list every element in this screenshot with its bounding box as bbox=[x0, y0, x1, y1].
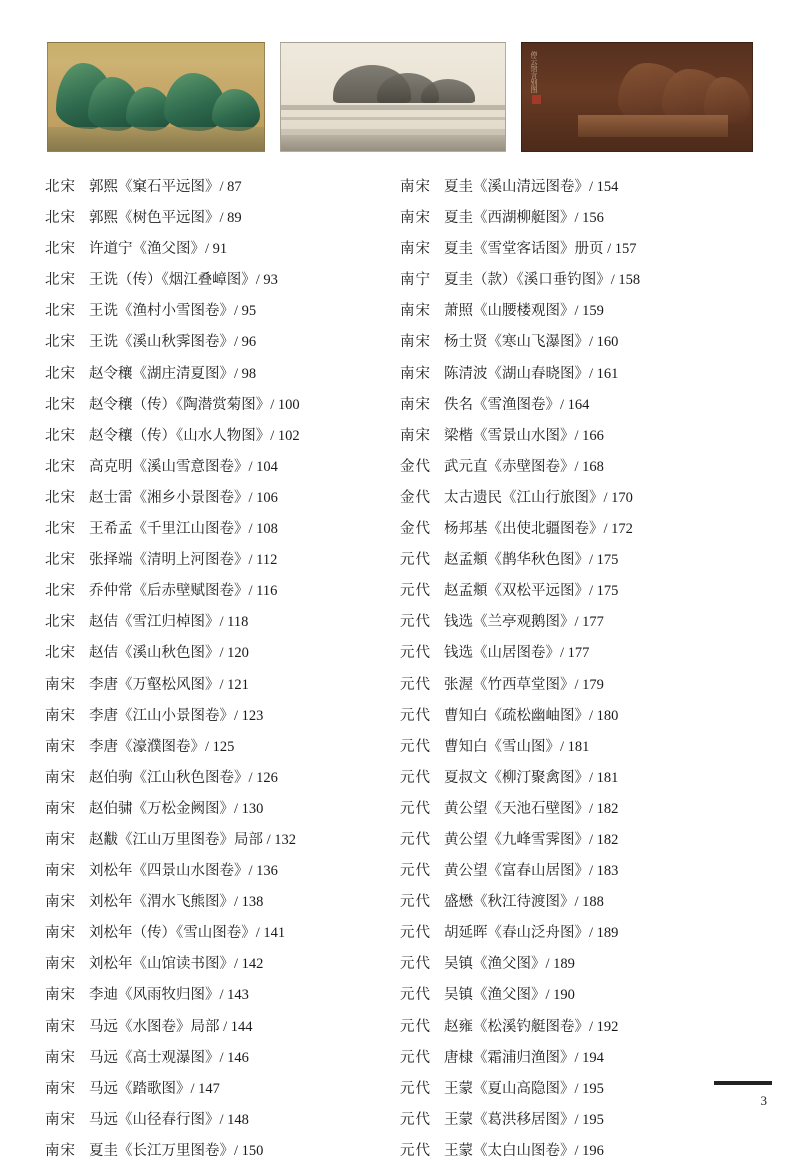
dynasty-label: 南宋 bbox=[400, 396, 431, 413]
entry-text: 赵孟頫《双松平远图》/ 175 bbox=[444, 583, 619, 600]
entry-text: 夏圭《雪堂客话图》册页 / 157 bbox=[444, 241, 637, 258]
list-item bbox=[45, 206, 400, 237]
list-item bbox=[400, 1015, 755, 1046]
list-item bbox=[400, 673, 755, 704]
list-item bbox=[400, 268, 755, 299]
dynasty-label: 北宋 bbox=[45, 396, 76, 413]
dynasty-label: 元代 bbox=[400, 831, 431, 848]
list-item bbox=[400, 175, 755, 206]
list-item bbox=[45, 1046, 400, 1077]
list-item bbox=[400, 641, 755, 672]
dynasty-label: 南宋 bbox=[45, 800, 76, 817]
entry-text: 刘松年（传）《雪山图卷》/ 141 bbox=[89, 925, 286, 942]
list-item bbox=[45, 548, 400, 579]
dynasty-label: 南宋 bbox=[45, 769, 76, 786]
mist-band bbox=[281, 117, 505, 120]
dynasty-label: 南宋 bbox=[45, 707, 76, 724]
entry-text: 曹知白《雪山图》/ 181 bbox=[444, 738, 590, 755]
contents-column-left bbox=[45, 175, 400, 1170]
entry-text: 吴镇《渔父图》/ 190 bbox=[444, 987, 575, 1004]
list-item bbox=[400, 579, 755, 610]
entry-text: 赵黻《江山万里图卷》局部 / 132 bbox=[89, 831, 297, 848]
dynasty-label: 北宋 bbox=[45, 645, 76, 662]
list-item bbox=[45, 983, 400, 1014]
entry-text: 盛懋《秋江待渡图》/ 188 bbox=[444, 894, 604, 911]
dynasty-label: 南宋 bbox=[45, 863, 76, 880]
list-item bbox=[400, 393, 755, 424]
dynasty-label: 金代 bbox=[400, 458, 431, 475]
dynasty-label: 元代 bbox=[400, 956, 431, 973]
entry-text: 陈清波《湖山春晓图》/ 161 bbox=[444, 365, 619, 382]
painting-inscription: 停云馆言别图 bbox=[530, 51, 538, 93]
page-number: 3 bbox=[760, 1093, 767, 1108]
plate-image-brown-silk-temple bbox=[521, 42, 753, 152]
contents-list bbox=[0, 175, 800, 1170]
dynasty-label: 元代 bbox=[400, 1111, 431, 1128]
dynasty-label: 南宋 bbox=[400, 179, 431, 195]
dynasty-label: 金代 bbox=[400, 521, 431, 538]
list-item bbox=[400, 610, 755, 641]
dynasty-label: 元代 bbox=[400, 707, 431, 724]
entry-text: 刘松年《渭水飞熊图》/ 138 bbox=[89, 894, 264, 911]
list-item bbox=[45, 455, 400, 486]
entry-text: 赵佶《溪山秋色图》/ 120 bbox=[89, 645, 249, 662]
entry-text: 赵孟頫《鹊华秋色图》/ 175 bbox=[444, 552, 619, 569]
dynasty-label: 金代 bbox=[400, 489, 431, 506]
list-item bbox=[45, 704, 400, 735]
list-item bbox=[400, 983, 755, 1014]
dynasty-label: 元代 bbox=[400, 738, 431, 755]
dynasty-label: 南宋 bbox=[45, 831, 76, 848]
entry-text: 赵令穰（传）《陶潜赏菊图》/ 100 bbox=[89, 396, 300, 413]
entry-text: 杨士贤《寒山飞瀑图》/ 160 bbox=[444, 334, 619, 351]
entry-text: 李唐《江山小景图卷》/ 123 bbox=[89, 707, 264, 724]
list-item bbox=[45, 1139, 400, 1170]
dynasty-label: 元代 bbox=[400, 1142, 431, 1159]
dynasty-label: 元代 bbox=[400, 552, 431, 569]
entry-text: 马远《山径春行图》/ 148 bbox=[89, 1111, 249, 1128]
entry-text: 赵佶《雪江归棹图》/ 118 bbox=[89, 614, 249, 631]
list-item bbox=[45, 268, 400, 299]
list-item bbox=[400, 766, 755, 797]
list-item bbox=[400, 362, 755, 393]
dynasty-label: 北宋 bbox=[45, 365, 76, 382]
entry-text: 赵伯驹《江山秋色图卷》/ 126 bbox=[89, 769, 278, 786]
dynasty-label: 北宋 bbox=[45, 334, 76, 351]
list-item bbox=[45, 797, 400, 828]
dynasty-label: 南宋 bbox=[45, 1111, 76, 1128]
entry-text: 夏圭《西湖柳艇图》/ 156 bbox=[444, 210, 604, 227]
list-item bbox=[45, 330, 400, 361]
dynasty-label: 南宋 bbox=[45, 987, 76, 1004]
entry-text: 唐棣《霜浦归渔图》/ 194 bbox=[444, 1049, 604, 1066]
list-item bbox=[45, 673, 400, 704]
dynasty-label: 北宋 bbox=[45, 614, 76, 631]
dynasty-label: 北宋 bbox=[45, 458, 76, 475]
dynasty-label: 北宋 bbox=[45, 179, 76, 195]
water-band bbox=[48, 127, 264, 151]
entry-text: 李唐《万壑松风图》/ 121 bbox=[89, 676, 249, 693]
dynasty-label: 元代 bbox=[400, 1018, 431, 1035]
list-item bbox=[45, 890, 400, 921]
list-item bbox=[45, 859, 400, 890]
entry-text: 王蒙《太白山图卷》/ 196 bbox=[444, 1142, 604, 1159]
entry-text: 张渥《竹西草堂图》/ 179 bbox=[444, 676, 604, 693]
dynasty-label: 北宋 bbox=[45, 521, 76, 538]
dynasty-label: 元代 bbox=[400, 769, 431, 786]
list-item bbox=[45, 393, 400, 424]
footer-rule bbox=[714, 1081, 772, 1085]
entry-text: 夏圭《溪山清远图卷》/ 154 bbox=[444, 179, 619, 195]
list-item bbox=[45, 921, 400, 952]
entry-text: 佚名《雪渔图卷》/ 164 bbox=[444, 396, 590, 413]
dynasty-label: 元代 bbox=[400, 925, 431, 942]
list-item bbox=[400, 828, 755, 859]
entry-text: 黄公望《天池石壁图》/ 182 bbox=[444, 800, 619, 817]
list-item bbox=[45, 424, 400, 455]
list-item bbox=[45, 828, 400, 859]
dynasty-label: 北宋 bbox=[45, 303, 76, 320]
entry-text: 王蒙《葛洪移居图》/ 195 bbox=[444, 1111, 604, 1128]
entry-text: 张择端《清明上河图卷》/ 112 bbox=[89, 552, 278, 569]
entry-text: 马远《高士观瀑图》/ 146 bbox=[89, 1049, 249, 1066]
dynasty-label: 南宋 bbox=[45, 1080, 76, 1097]
entry-text: 武元直《赤壁图卷》/ 168 bbox=[444, 458, 604, 475]
entry-text: 钱选《兰亭观鹅图》/ 177 bbox=[444, 614, 604, 631]
list-item bbox=[45, 237, 400, 268]
dynasty-label: 南宁 bbox=[400, 272, 431, 289]
list-item bbox=[45, 1015, 400, 1046]
list-item bbox=[400, 1077, 755, 1108]
dynasty-label: 南宋 bbox=[400, 210, 431, 227]
list-item bbox=[400, 1046, 755, 1077]
entry-text: 曹知白《疏松幽岫图》/ 180 bbox=[444, 707, 619, 724]
entry-text: 李唐《濠濮图卷》/ 125 bbox=[89, 738, 235, 755]
list-item bbox=[400, 486, 755, 517]
dynasty-label: 南宋 bbox=[400, 427, 431, 444]
list-item bbox=[45, 766, 400, 797]
dynasty-label: 南宋 bbox=[45, 956, 76, 973]
entry-text: 王诜（传）《烟江叠嶂图》/ 93 bbox=[89, 272, 278, 289]
list-item bbox=[400, 704, 755, 735]
entry-text: 李迪《风雨牧归图》/ 143 bbox=[89, 987, 249, 1004]
dynasty-label: 南宋 bbox=[45, 1049, 76, 1066]
entry-text: 黄公望《九峰雪霁图》/ 182 bbox=[444, 831, 619, 848]
seal-icon bbox=[532, 95, 541, 104]
entry-text: 太古遗民《江山行旅图》/ 170 bbox=[444, 489, 633, 506]
entry-text: 胡延晖《春山泛舟图》/ 189 bbox=[444, 925, 619, 942]
list-item bbox=[400, 797, 755, 828]
dynasty-label: 元代 bbox=[400, 1080, 431, 1097]
list-item bbox=[400, 859, 755, 890]
contents-column-right bbox=[400, 175, 755, 1170]
list-item bbox=[45, 735, 400, 766]
entry-text: 王蒙《夏山高隐图》/ 195 bbox=[444, 1080, 604, 1097]
plate-strip bbox=[47, 42, 753, 152]
entry-text: 夏叔文《柳汀聚禽图》/ 181 bbox=[444, 769, 619, 786]
entry-text: 刘松年《四景山水图卷》/ 136 bbox=[89, 863, 278, 880]
dynasty-label: 南宋 bbox=[400, 334, 431, 351]
list-item bbox=[45, 175, 400, 206]
dynasty-label: 北宋 bbox=[45, 272, 76, 289]
list-item bbox=[45, 1108, 400, 1139]
entry-text: 钱选《山居图卷》/ 177 bbox=[444, 645, 590, 662]
entry-text: 刘松年《山馆读书图》/ 142 bbox=[89, 956, 264, 973]
mountain-shape bbox=[212, 89, 260, 131]
dynasty-label: 元代 bbox=[400, 645, 431, 662]
entry-text: 许道宁《渔父图》/ 91 bbox=[89, 241, 228, 258]
entry-text: 乔仲常《后赤壁赋图卷》/ 116 bbox=[89, 583, 278, 600]
dynasty-label: 元代 bbox=[400, 800, 431, 817]
list-item bbox=[45, 641, 400, 672]
entry-text: 王诜《溪山秋霁图卷》/ 96 bbox=[89, 334, 257, 351]
list-item bbox=[400, 735, 755, 766]
dynasty-label: 元代 bbox=[400, 987, 431, 1004]
dynasty-label: 南宋 bbox=[400, 241, 431, 258]
list-item bbox=[400, 424, 755, 455]
plate-image-ink-landscape bbox=[280, 42, 506, 152]
dynasty-label: 南宋 bbox=[45, 676, 76, 693]
entry-text: 郭熙《树色平远图》/ 89 bbox=[89, 210, 242, 227]
entry-text: 夏圭（款）《溪口垂钓图》/ 158 bbox=[444, 272, 641, 289]
list-item bbox=[45, 1077, 400, 1108]
dynasty-label: 南宋 bbox=[45, 1142, 76, 1159]
dynasty-label: 元代 bbox=[400, 676, 431, 693]
list-item bbox=[400, 299, 755, 330]
plate-image-blue-green-mountains bbox=[47, 42, 265, 152]
list-item bbox=[45, 362, 400, 393]
dynasty-label: 南宋 bbox=[45, 738, 76, 755]
dynasty-label: 北宋 bbox=[45, 210, 76, 227]
list-item bbox=[45, 299, 400, 330]
dynasty-label: 南宋 bbox=[45, 894, 76, 911]
entry-text: 萧照《山腰楼观图》/ 159 bbox=[444, 303, 604, 320]
list-item bbox=[400, 548, 755, 579]
list-item bbox=[45, 952, 400, 983]
list-item bbox=[400, 517, 755, 548]
dynasty-label: 元代 bbox=[400, 1049, 431, 1066]
entry-text: 杨邦基《出使北疆图卷》/ 172 bbox=[444, 521, 633, 538]
dynasty-label: 南宋 bbox=[400, 365, 431, 382]
shoreline bbox=[281, 135, 505, 151]
entry-text: 赵士雷《湘乡小景图卷》/ 106 bbox=[89, 489, 278, 506]
entry-text: 郭熙《窠石平远图》/ 87 bbox=[89, 179, 242, 195]
entry-text: 高克明《溪山雪意图卷》/ 104 bbox=[89, 458, 278, 475]
dynasty-label: 元代 bbox=[400, 863, 431, 880]
list-item bbox=[400, 237, 755, 268]
dynasty-label: 南宋 bbox=[45, 925, 76, 942]
temple-terrace bbox=[578, 115, 728, 137]
list-item bbox=[45, 610, 400, 641]
dynasty-label: 元代 bbox=[400, 614, 431, 631]
list-item bbox=[400, 330, 755, 361]
entry-text: 马远《水图卷》局部 / 144 bbox=[89, 1018, 253, 1035]
entry-text: 赵伯骕《万松金阙图》/ 130 bbox=[89, 800, 264, 817]
entry-text: 王诜《渔村小雪图卷》/ 95 bbox=[89, 303, 257, 320]
entry-text: 黄公望《富春山居图》/ 183 bbox=[444, 863, 619, 880]
list-item bbox=[45, 486, 400, 517]
list-item bbox=[400, 206, 755, 237]
list-item bbox=[400, 952, 755, 983]
dynasty-label: 北宋 bbox=[45, 489, 76, 506]
entry-text: 夏圭《长江万里图卷》/ 150 bbox=[89, 1142, 264, 1159]
dynasty-label: 北宋 bbox=[45, 583, 76, 600]
list-item bbox=[45, 579, 400, 610]
mist-band bbox=[281, 105, 505, 110]
dynasty-label: 元代 bbox=[400, 583, 431, 600]
list-item bbox=[400, 890, 755, 921]
list-item bbox=[400, 1139, 755, 1170]
list-item bbox=[45, 517, 400, 548]
dynasty-label: 元代 bbox=[400, 894, 431, 911]
entry-text: 赵令穰《湖庄清夏图》/ 98 bbox=[89, 365, 257, 382]
list-item bbox=[400, 921, 755, 952]
dynasty-label: 北宋 bbox=[45, 427, 76, 444]
list-item bbox=[400, 455, 755, 486]
dynasty-label: 南宋 bbox=[400, 303, 431, 320]
entry-text: 赵雍《松溪钓艇图卷》/ 192 bbox=[444, 1018, 619, 1035]
dynasty-label: 南宋 bbox=[45, 1018, 76, 1035]
list-item bbox=[400, 1108, 755, 1139]
dynasty-label: 北宋 bbox=[45, 241, 76, 258]
entry-text: 吴镇《渔父图》/ 189 bbox=[444, 956, 575, 973]
dynasty-label: 北宋 bbox=[45, 552, 76, 569]
entry-text: 马远《踏歌图》/ 147 bbox=[89, 1080, 220, 1097]
entry-text: 梁楷《雪景山水图》/ 166 bbox=[444, 427, 604, 444]
entry-text: 王希孟《千里江山图卷》/ 108 bbox=[89, 521, 278, 538]
entry-text: 赵令穰（传）《山水人物图》/ 102 bbox=[89, 427, 300, 444]
